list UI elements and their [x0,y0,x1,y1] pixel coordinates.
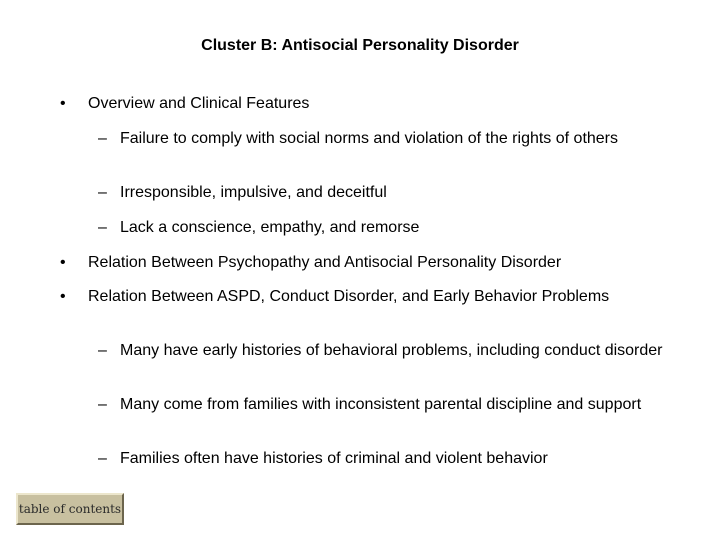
sub-bullet-families-discipline: Many come from families with inconsistent parental discipline and support [120,396,642,413]
sub-bullet-criminal-histories: Families often have histories of criminal and violent behavior [120,450,548,467]
toc-button-label: table of contents [18,502,122,516]
sub-bullet-conscience: Lack a conscience, empathy, and remorse [120,219,420,236]
bullet-aspd-conduct: Relation Between ASPD, Conduct Disorder, and Early Behavior Problems [88,288,610,305]
bullet-psychopathy: Relation Between Psychopathy and Antisocial Personality Disorder [88,254,562,271]
sub-bullet-marker: – [98,184,107,201]
sub-bullet-norms: Failure to comply with social norms and violation of the rights of others [120,130,619,147]
sub-bullet-early-histories: Many have early histories of behavioral problems, including conduct disorder [120,342,663,359]
sub-bullet-marker: – [98,342,107,359]
sub-bullet-marker: – [98,130,107,147]
table-of-contents-button[interactable] [16,493,124,525]
bullet-overview: Overview and Clinical Features [88,95,310,112]
sub-bullet-marker: – [98,450,107,467]
slide-title: Cluster B: Antisocial Personality Disorder [201,37,519,54]
sub-bullet-irresponsible: Irresponsible, impulsive, and deceitful [120,184,387,201]
bullet-marker: • [60,254,66,271]
sub-bullet-marker: – [98,396,107,413]
sub-bullet-marker: – [98,219,107,236]
bullet-marker: • [60,288,66,305]
bullet-marker: • [60,95,66,112]
